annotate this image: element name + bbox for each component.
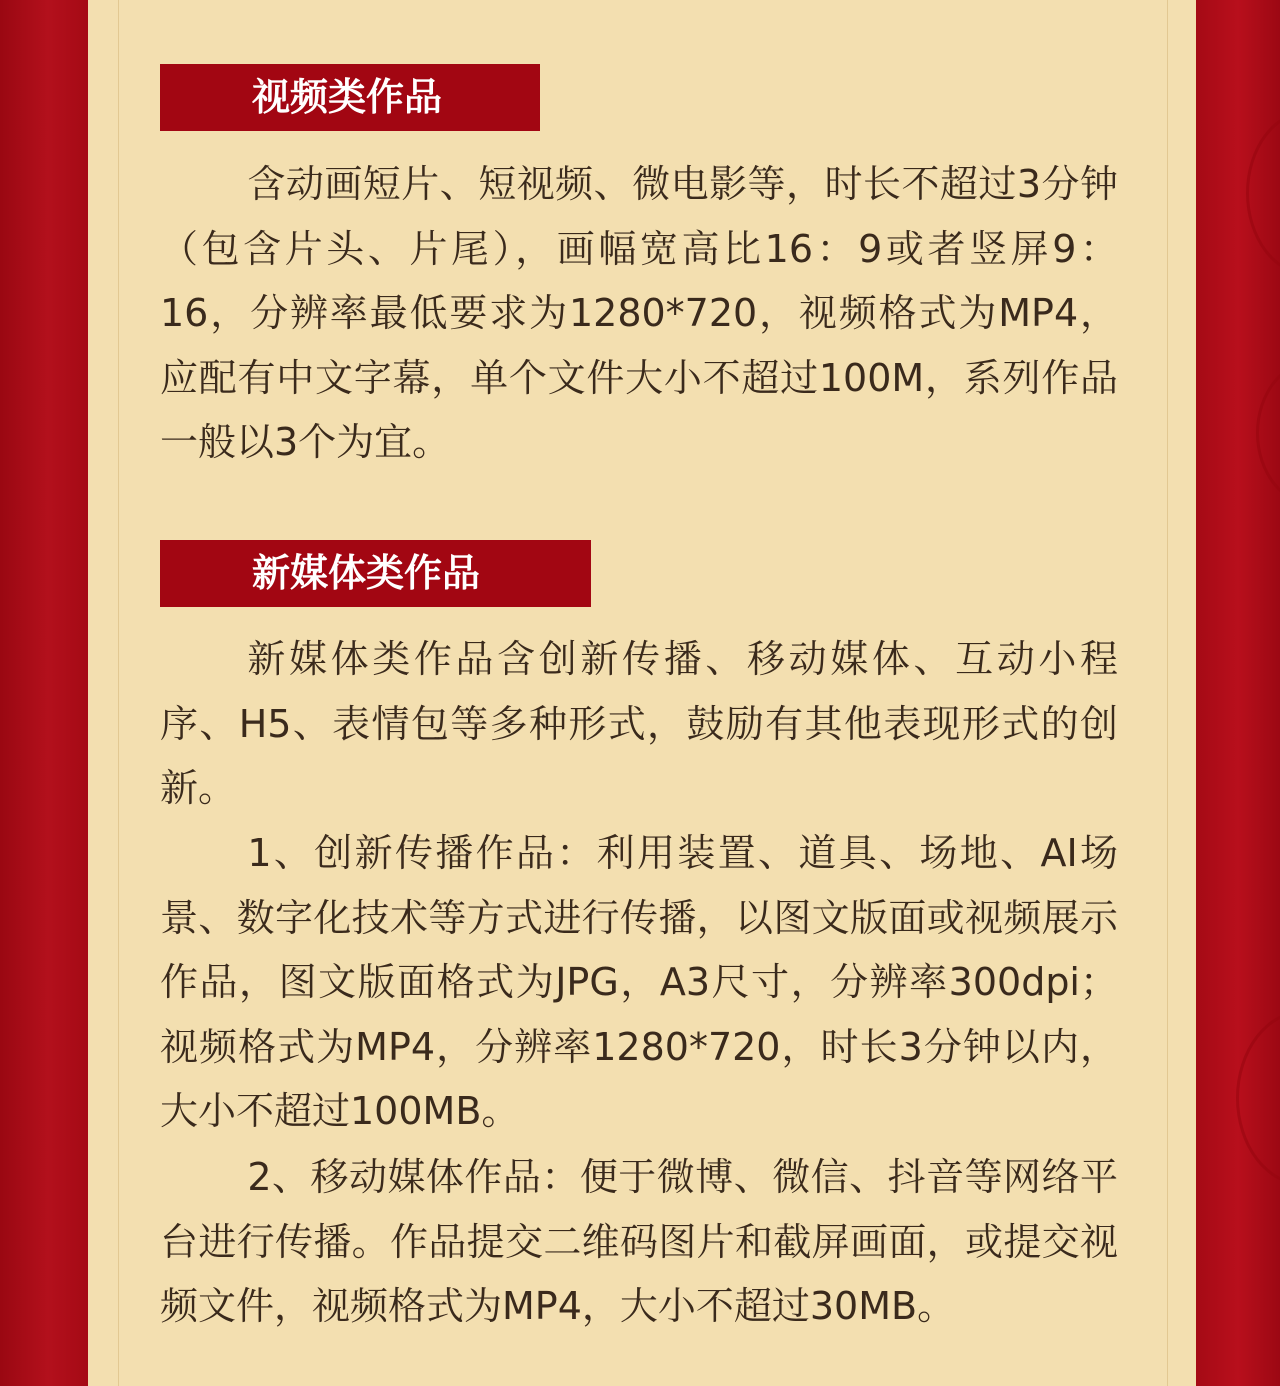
section-paragraph-mobile-media: 2、移动媒体作品：便于微博、微信、抖音等网络平台进行传播。作品提交二维码图片和截屏画面，或提交视频文件，视频格式为MP4，大小不超过30MB。	[160, 1155, 1118, 1328]
section-paragraph-innovation: 1、创新传播作品：利用装置、道具、场地、AI场景、数字化技术等方式进行传播，以图文版面或视频展示作品，图文版面格式为JPG，A3尺寸，分辨率300dpi；视频格式为MP4，分辨率1280*720，时长3分钟以内，大小不超过100MB。	[160, 831, 1118, 1133]
section-title-video: 视频类作品	[160, 64, 540, 131]
right-red-border	[1196, 0, 1280, 1386]
cloud-pattern	[1256, 360, 1280, 506]
cloud-pattern	[1236, 1010, 1280, 1186]
cloud-pattern	[1246, 110, 1280, 276]
section-paragraph-video: 含动画短片、短视频、微电影等，时长不超过3分钟（包含片头、片尾），画幅宽高比16：9或者竖屏9：16，分辨率最低要求为1280*720，视频格式为MP4，应配有中文字幕，单个文件大小不超过100M，系列作品一般以3个为宜。	[160, 162, 1118, 464]
section-paragraph-new-media-intro: 新媒体类作品含创新传播、移动媒体、互动小程序、H5、表情包等多种形式，鼓励有其他表现形式的创新。	[160, 637, 1118, 810]
left-red-border	[0, 0, 88, 1386]
section-title-new-media: 新媒体类作品	[160, 540, 591, 607]
